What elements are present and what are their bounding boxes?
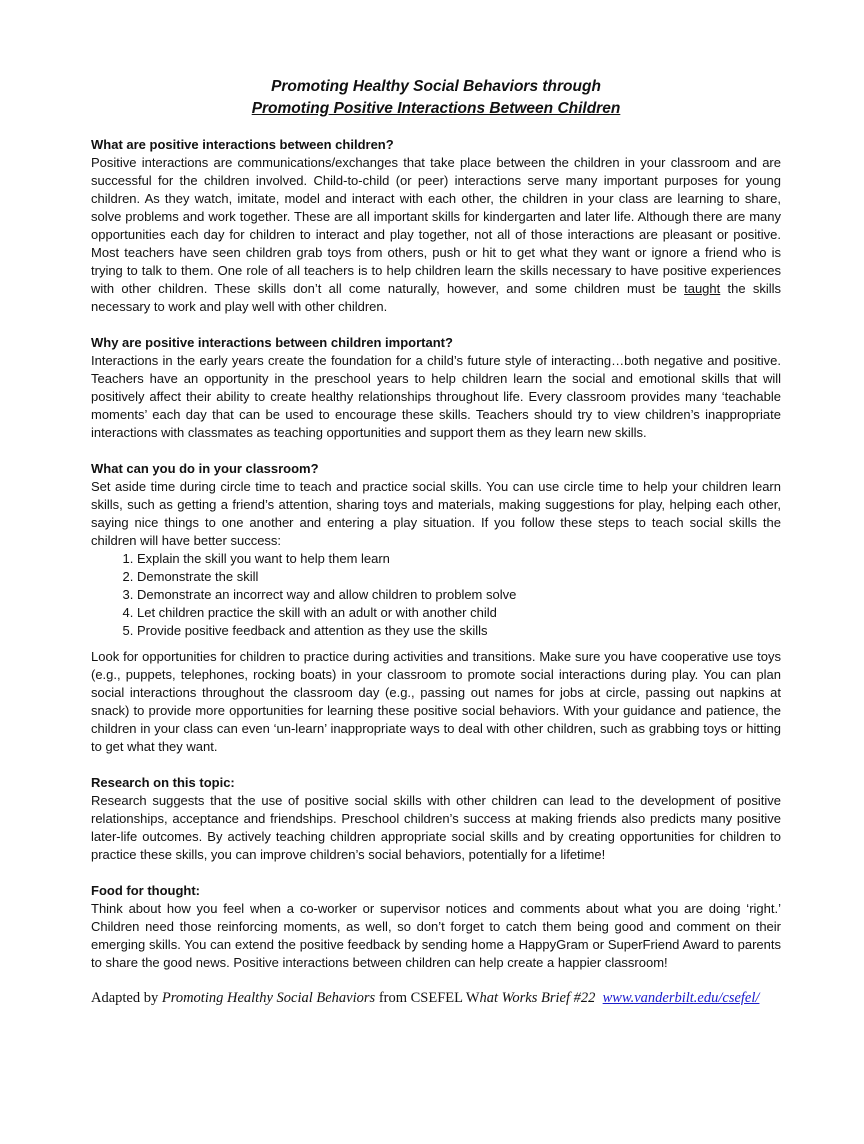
section-research <box>91 774 781 864</box>
steps-list <box>91 550 781 640</box>
section-what <box>91 136 781 316</box>
section-what-heading: What are positive interactions between children? <box>91 137 394 152</box>
section-research-body: Research suggests that the use of positive social skills with other children can lead to the development of positive relationships, acceptance and friendships. Preschool children’s success at making friends also predicts many positive later-life outcomes. By actively teaching children appropriate social skills and by creating opportunities for children to practice these skills, you can improve children’s social behaviors, potentially for a lifetime! <box>91 793 781 862</box>
title-line-2: Promoting Positive Interactions Between Children <box>251 100 621 117</box>
title-line-1: Promoting Healthy Social Behaviors through <box>271 78 601 95</box>
section-what-body: Positive interactions are communications/exchanges that take place between the children in your classroom and are successful for the children involved. Child-to-child (or peer) interactions serve many important purposes for young children. As they watch, imitate, model and interact with each other, the children in your class are learning to share, solve problems and work together. These are all important skills for kindergarten and later life. Although there are many opportunities each day for children to interact and play together, not all of those interactions are pleasant or positive. Most teachers have seen children grab toys from others, push or hit to get what they want or ignore a friend who is trying to talk to them. One role of all teachers is to help children learn the skills necessary to have positive experiences with other children. These skills don’t all come naturally, however, and some children must be taught the skills necessary to work and play well with other children. <box>91 155 781 314</box>
footer-citation: Adapted by Promoting Healthy Social Behaviors from CSEFEL What Works Brief #22 www.vanderbilt.edu/csefel/ <box>91 990 760 1006</box>
section-classroom-intro: Set aside time during circle time to teach and practice social skills. You can use circle time to help your children learn skills, such as getting a friend’s attention, sharing toys and materials, making suggestions for play, helping each other, saying nice things to one another and entering a play situation. If you follow these steps to teach social skills the children will have better success: <box>91 479 781 548</box>
section-why <box>91 334 781 442</box>
document-page <box>91 76 781 1008</box>
list-item: 3. Demonstrate an incorrect way and allow children to problem solve <box>137 586 781 604</box>
section-research-heading: Research on this topic: <box>91 775 235 790</box>
section-food <box>91 882 781 972</box>
footer-source-title: Promoting Healthy Social Behaviors <box>161 990 376 1006</box>
list-item: 5. Provide positive feedback and attention as they use the skills <box>137 622 781 640</box>
footer-brief-title: hat Works Brief #22 <box>479 990 596 1006</box>
list-item: 4. Let children practice the skill with an adult or with another child <box>137 604 781 622</box>
section-food-body: Think about how you feel when a co-worker or supervisor notices and comments about what you are doing ‘right.’ Children need those reinforcing moments, as well, so don’t forget to catch them being good and comment on their emerging skills. You can extend the positive feedback by sending home a HappyGram or SuperFriend Award to parents to share the good news. Positive interactions between children can help create a happier classroom! <box>91 901 781 970</box>
section-why-heading: Why are positive interactions between children important? <box>91 335 453 350</box>
section-classroom-heading: What can you do in your classroom? <box>91 461 319 476</box>
section-food-heading: Food for thought: <box>91 883 201 898</box>
footer-link[interactable]: www.vanderbilt.edu/csefel/ <box>602 990 760 1006</box>
list-item: 2. Demonstrate the skill <box>137 568 781 586</box>
section-why-body: Interactions in the early years create the foundation for a child’s future style of interacting…both negative and positive. Teachers have an opportunity in the preschool years to help children learn the social and emotional skills that will positively affect their ability to create healthy relationships throughout life. Every classroom provides many ‘teachable moments’ each day that can be used to encourage these skills. Teachers should try to view children’s inappropriate interactions with classmates as teaching opportunities and support them as they learn new skills. <box>91 353 781 440</box>
list-item: 1. Explain the skill you want to help them learn <box>137 550 781 568</box>
title-block <box>91 76 781 120</box>
emphasis-taught: taught <box>684 281 721 296</box>
section-classroom-after: Look for opportunities for children to practice during activities and transitions. Make sure you have cooperative use toys (e.g., puppets, telephones, rocking boats) in your classroom to promote social interactions during play. You can plan social interactions throughout the classroom day (e.g., passing out names for jobs at circle, passing out napkins at snack) to provide more opportunities for learning these positive social behaviors. With your guidance and patience, the children in your class can even ‘un-learn’ inappropriate ways to deal with other children, such as grabbing toys or hitting to get what they want. <box>91 649 781 754</box>
section-classroom <box>91 460 781 756</box>
